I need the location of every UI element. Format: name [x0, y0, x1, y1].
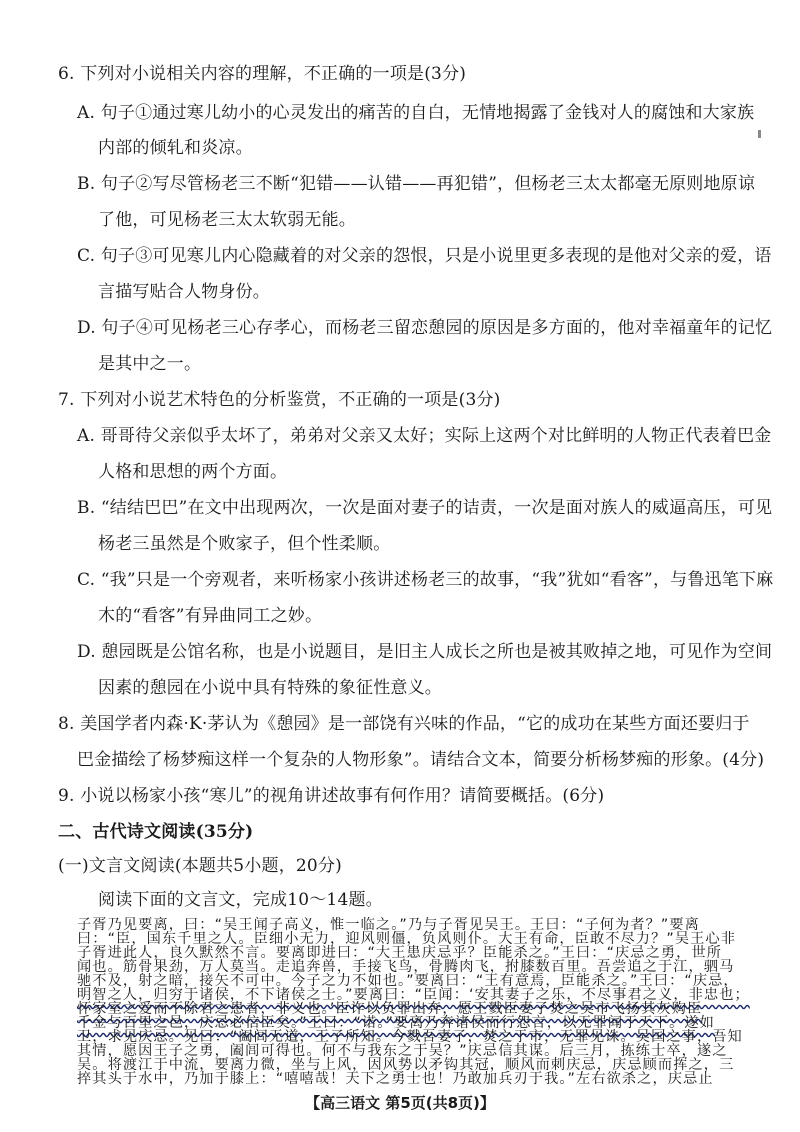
- q8-stem-cont: 巴金描绘了杨梦痴这样一个复杂的人物形象”。请结合文本，简要分析杨梦痴的形象。(4分): [77, 750, 765, 770]
- q6-option-a: A. 句子①通过寒儿幼小的心灵发出的痛苦的自白，无情地揭露了金钱对人的腐蚀和大家族: [77, 103, 755, 123]
- subsection-title: (一)文言文阅读(本题共5小题，20分): [58, 856, 342, 876]
- q6-option-a-cont: 内部的倾轧和炎凉。: [98, 138, 253, 158]
- q7-option-d: D. 憩园既是公馆名称，也是小说题目，是旧主人成长之所也是被其败掉之地，可见作为空间: [77, 642, 773, 662]
- page-footer: 【高三语文 第5页(共8页)】: [305, 1094, 495, 1112]
- passage-line: 子胥乃见要离，曰：“吴王闻子高义，惟一临之。”乃与子胥见吴王。王曰：“子何为者？”要离: [77, 917, 700, 933]
- passage-line: 明智之人，归穷于诸侯，不下诸侯之士。”要离曰：“臣闻：‘安其妻子之乐，不尽事君之义，非忠也；: [77, 987, 750, 1003]
- q7-option-c-cont: 木的“看客”有异曲同工之妙。: [98, 606, 323, 626]
- passage-instruction: 阅读下面的文言文，完成10～14题。: [98, 890, 383, 910]
- passage-line: 子胥进此人，良久默然不言。要离即进曰：“大王患庆忌乎？臣能杀之。”王曰：“庆忌之勇，世所: [77, 945, 723, 961]
- q7-option-a: A. 哥哥待父亲似乎太坏了，弟弟对父亲又太好；实际上这两个对比鲜明的人物正代表着巴金: [77, 426, 772, 446]
- q8-stem: 8. 美国学者内森·K·茅认为《憩园》是一部饶有兴味的作品，“它的成功在某些方面还要归于: [58, 714, 750, 734]
- passage-line: 闻也。筋骨果劲，万人莫当。走追奔兽，手接飞鸟，骨腾肉飞，拊膝数百里。吾尝追之于江，驷马: [77, 959, 735, 975]
- q7-option-b: B. “结结巴巴”在文中出现两次，一次是面对妻子的诘责，一次是面对族人的威逼高压，可见: [77, 498, 773, 518]
- q6-stem: 6. 下列对小说相关内容的理解，不正确的一项是(3分): [58, 64, 467, 84]
- passage-line: 其情，愿因王子之勇，阖闾可得也。何不与我东之于吴？”庆忌信其谋。后三月，拣练士卒，遂之: [77, 1043, 728, 1059]
- passage-line: 曰：“臣，国东千里之人。臣细小无力，迎风则僵，负风则仆。大王有命，臣敢不尽力？”吴王心非: [77, 931, 736, 947]
- q7-option-b-cont: 杨老三虽然是个败家子，但个性柔顺。: [98, 534, 391, 554]
- passage-line: 驰不及，射之暗，接矢不可中。今子之力不如也。”要离曰：“王有意焉，臣能杀之。”王曰：“庆忌，: [77, 973, 739, 989]
- passage-line: 怀家室之爱而不除君之患者，非义也。’臣诈以负罪出奔，愿王戮臣妻子焚之吴市飞扬其灰购臣: [77, 1001, 703, 1017]
- q6-option-d: D. 句子④可见杨老三心存孝心，而杨老三留恋憩园的原因是多方面的，他对幸福童年的记忆: [77, 318, 773, 338]
- q7-option-c: C. “我”只是一个旁观者，来听杨家小孩讲述杨老三的故事，“我”犹如“看客”，与鲁迅笔下麻: [77, 570, 774, 590]
- q7-option-a-cont: 人格和思想的两个方面。: [98, 462, 288, 482]
- q6-option-c: C. 句子③可见寒儿内心隐藏着的对父亲的怨恨，只是小说里更多表现的是他对父亲的爱，语: [77, 246, 772, 266]
- scan-mark: [758, 130, 761, 138]
- passage-line: 千金与百里之邑，庆忌必信臣矣。”王曰：“诺。”要离乃奔诸侯而行怨言，以无罪闻于天下。遂如: [77, 1015, 715, 1031]
- q6-option-c-cont: 言描写贴合人物身份。: [98, 282, 270, 302]
- section-title: 二、古代诗文阅读(35分): [58, 822, 254, 842]
- passage-line: 捽其头于水中，乃加于膝上：“嘻嘻哉！天下之勇士也！乃敢加兵刃于我。”左右欲杀之，庆忌止: [77, 1071, 714, 1087]
- passage-line: 吴。将渡江于中流，要离力微，坐与上风，因风势以矛钩其冠，顺风而刺庆忌，庆忌顾而挥之，三: [77, 1057, 735, 1073]
- q6-option-b-cont: 了他，可见杨老三太太软弱无能。: [98, 210, 356, 230]
- q9-stem: 9. 小说以杨家小孩“寒儿”的视角讲述故事有何作用？请简要概括。(6分): [58, 786, 605, 806]
- q7-stem: 7. 下列对小说艺术特色的分析鉴赏，不正确的一项是(3分): [58, 390, 501, 410]
- q7-option-d-cont: 因素的憩园在小说中具有特殊的象征性意义。: [98, 678, 442, 698]
- q6-option-d-cont: 是其中之一。: [98, 354, 202, 374]
- passage-line: 卫，求见庆忌。见曰：“阖闾无道，王子所知。今戮吾妻子，焚之于市，无罪见诛。吴国之事，吾知: [77, 1029, 743, 1045]
- q6-option-b: B. 句子②写尽管杨老三不断“犯错——认错——再犯错”，但杨老三太太都毫无原则地原谅: [77, 174, 756, 194]
